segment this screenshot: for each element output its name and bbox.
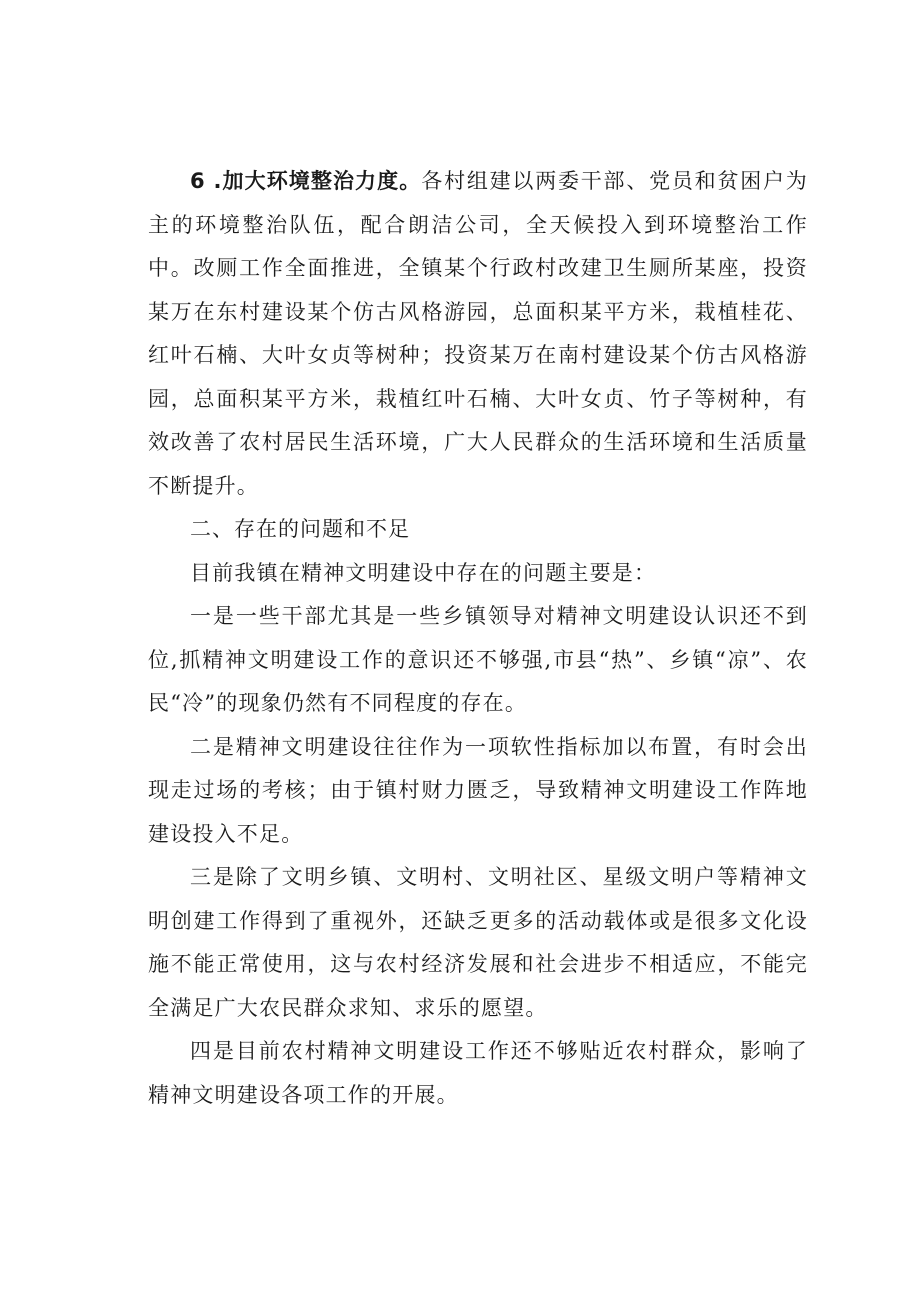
paragraph-problem-2: 二是精神文明建设往往作为一项软性指标加以布置，有时会出现走过场的考核；由于镇村财力匮乏，导致精神文明建设工作阵地建设投入不足。: [148, 734, 808, 846]
paragraph-problem-4: 四是目前农村精神文明建设工作还不够贴近农村群众，影响了精神文明建设各项工作的开展。: [148, 1039, 808, 1107]
document-page: [148, 160, 808, 1117]
paragraph-problem-3: 三是除了文明乡镇、文明村、文明社区、星级文明户等精神文明创建工作得到了重视外，还缺乏更多的活动载体或是很多文化设施不能正常使用，这与农村经济发展和社会进步不相适应，不能完全满足广大农民群众求知、求乐的愿望。: [148, 865, 808, 1020]
paragraph-intro: 目前我镇在精神文明建设中存在的问题主要是：: [190, 560, 657, 585]
paragraph-problem-1: 一是一些干部尤其是一些乡镇领导对精神文明建设认识还不到位,抓精神文明建设工作的意识还不够强,市县“热”、乡镇“凉”、农民“冷”的现象仍然有不同程度的存在。: [148, 604, 808, 715]
section-6-body: 各村组建以两委干部、党员和贫困户为主的环境整治队伍，配合朗洁公司，全天候投入到环境整治工作中。改厕工作全面推进，全镇某个行政村改建卫生厕所某座，投资某万在东村建设某个仿古风格游园，总面积某平方米，栽植桂花、红叶石楠、大叶女贞等树种；投资某万在南村建设某个仿古风格游园，总面积某平方米，栽植红叶石楠、大叶女贞、竹子等树种，有效改善了农村居民生活环境，广大人民群众的生活环境和生活质量不断提升。: [148, 169, 808, 498]
section-heading-problems: 二、存在的问题和不足: [190, 517, 410, 541]
section-6-lead: 6 .加大环境整治力度。: [190, 169, 422, 193]
paragraph-section-6: [148, 160, 808, 508]
